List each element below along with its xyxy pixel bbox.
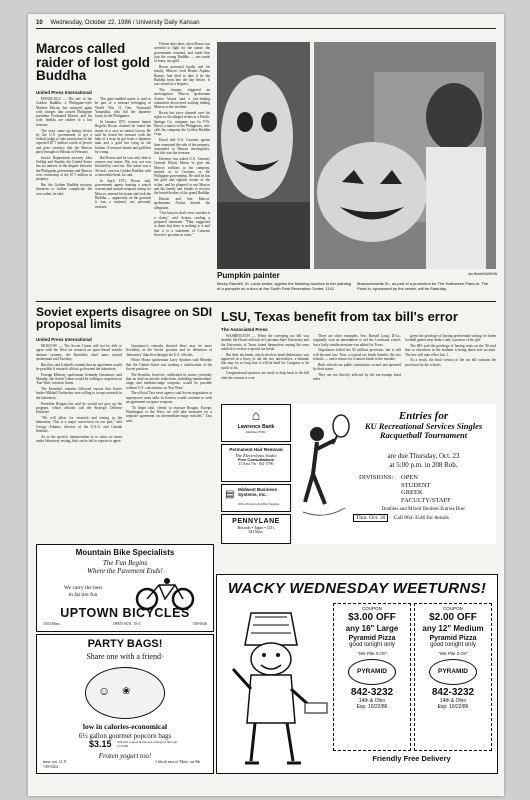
bikes-phone: 749-0636 xyxy=(192,622,207,626)
coupon-2-price: $2.00 OFF xyxy=(429,612,477,623)
lsu-paragraph: given the privilege of buying preferential seating for home football games may deduct only a portion of the gift. xyxy=(405,334,496,343)
pennylane-ad xyxy=(221,514,291,544)
coupon-2-pile: "We Pile It On" xyxy=(438,651,468,656)
running-head xyxy=(36,20,496,29)
coupon-2-size: any 12" Medium xyxy=(422,624,484,633)
bikes-carry-2: in fat tire fun xyxy=(68,591,98,598)
coupon-1-address: 14th & Ohio xyxy=(358,698,386,704)
marcos-paragraph: HONOLULU — The tale of the Golden Buddha, a Philippine-style Maltese Falcon, has surfaced again with charges that ousted Philippine president Ferdinand Marcos and his wife, Imelda, are raiders of a lost treasure. xyxy=(36,97,92,127)
soviet-paragraph: The Kremlin, however, reaffirmed its stance yesterday that no deal on missile reductions, including intermediate-range and medium-range weapons, would be possible without U.S. concessions on 'Star Wars.' xyxy=(126,372,212,390)
racquetball-division: STUDENT xyxy=(401,481,431,489)
soviet-paragraph: White House spokesman Larry Speakes said Monday that the United States was seeking a clarification of the Soviet position. xyxy=(126,358,212,371)
marcos-paragraph: The gem-studded statue is said to be part of a treasure belonging to World War II Gen. Tomoyuki Yamashita, who hid the Japanese booty in the Philippines. xyxy=(95,97,151,119)
pumpkin-photo-right xyxy=(314,42,496,269)
uptown-bicycles-ad xyxy=(36,544,214,632)
marcos-column-2 xyxy=(95,97,151,297)
hair-sub: The Electrolysis Studio xyxy=(235,452,277,458)
coupon-2-exp: Exp. 10/22/86 xyxy=(437,704,469,710)
bikes-slogan-1: The Fun Begins xyxy=(102,559,148,567)
soviet-paragraph: The official Tass news agency said Soviet negotiators at superpower arms talks in Geneva would continue to seek an agreement on space weapons. xyxy=(126,391,212,405)
party-phone: 749-0202 xyxy=(43,763,59,769)
pop-poppe-logo-icon: ☺ ❀ xyxy=(85,667,165,719)
lsu-paragraph: As a result, the final version of the tax bill contains the provision for the schools. xyxy=(405,358,496,367)
soviet-byline: United Press International xyxy=(36,337,92,342)
bank-name: Lawrence Bank xyxy=(237,424,275,430)
coupon-large-pizza[interactable] xyxy=(333,603,411,751)
bikes-name: UPTOWN BICYCLES xyxy=(60,606,190,620)
pumpkin-photo-left xyxy=(217,42,310,269)
party-price: $3.15 xyxy=(89,739,112,749)
party-sub: Share one with a friend· xyxy=(86,652,164,661)
lsu-paragraph: Both schools are public institutions owned and operated by their states. xyxy=(313,362,401,372)
midwest-business-ad xyxy=(221,484,291,512)
soviet-column-1 xyxy=(36,344,122,532)
midwest-logo-icon: ▤ xyxy=(225,489,235,500)
marcos-paragraph: But Roxas said he was only able to remove one statue. His way out was blocked by cave-ins. The statue was a 36-inch, one-ton Golden Buddha with a removable head, he said. xyxy=(95,155,151,178)
marcos-headline: Marcos called raider of lost gold Buddha xyxy=(36,41,151,83)
lsu-byline: The Associated Press xyxy=(221,327,268,332)
coupon-label-2: COUPON xyxy=(443,606,463,611)
lsu-paragraph: But their tax break, which involves bond deductions, was approved in a hurry to aid the two universities, a mistake that may be so long that it will be hard for Congress to be quick to fix. xyxy=(221,352,309,370)
marcos-paragraph: In January 1971, treasure hunter Rogelio Roxas claimed he found the statue in a cave in central Luzon. He said he found the treasure with the help of a map he got from a Japanese man and a gold bar lying in the bottom. A treasure hunter and gold bar by a map. xyxy=(95,119,151,155)
coupon-1-exp: Exp. 10/22/86 xyxy=(356,704,388,710)
marcos-paragraph: Roxas has since claimed over his rights to the alleged riches in a Pacific Springs Co. company run by F.W. Ernstl, a native of the Philippines, who calls his company the Golden Buddha Corp. xyxy=(154,110,210,137)
wacky-wednesday-ad xyxy=(216,574,498,774)
marcos-paragraph: Fifteen days later, when Roxas was arrested to fight for the statue, the government returned, and made him join the wrong Buddha — one made of brass, not gold. xyxy=(154,42,210,64)
party-price-note: with this coupon & this pen savings of 30¢ exp. 11/10/86 xyxy=(117,740,178,748)
racquetball-ad xyxy=(293,404,496,544)
racquetball-player-icon xyxy=(295,412,355,540)
party-location: 1 block east of Mass. on 9th xyxy=(155,759,200,764)
pharaoh-cartoon-icon xyxy=(221,603,329,769)
soviet-paragraph: Gerasimov's remarks showed there may be more flexibility in the Soviet position and its definition of 'laboratory' than first thought for U.S. officials. xyxy=(126,344,212,357)
marcos-paragraph: The charges triggered an investigation. Marcos spokesman Arturo Aruiza said a fact-finding committee discovered nothing linking Marcos to the incident. xyxy=(154,87,210,110)
marcos-paragraph: In April 1971, Roxas said, government agents bearing a search warrant and assault weapons acting for Marcos, entered his home and took the Buddha — apparently on the grounds it was a national, not personal, treasure. xyxy=(95,178,151,209)
hair-removal-ad: Permanent Hair Removal The Electrolysis Studio Free Consultations 15 East 7th · 841-5796 xyxy=(221,444,291,482)
pennylane-sub: Records • Tapes • CD's xyxy=(237,525,275,530)
racquetball-due: are due Thursday, Oct. 23 xyxy=(387,452,460,460)
newspaper-page xyxy=(28,14,504,796)
soviet-column-2 xyxy=(126,344,212,532)
lsu-paragraph: They are not directly affected by the tax-exempt bond rules. xyxy=(313,372,401,382)
party-gallon: 6½ gallon gourmet popcorn bags xyxy=(78,732,172,740)
lsu-column-2 xyxy=(313,334,401,398)
soviet-paragraph: Foreign Ministry spokesman Gennady Gerasimov said Monday, the Soviet Union would be willing to negotiate on 'Star Wars' research limits. xyxy=(36,372,122,386)
marcos-byline: United Press International xyxy=(36,90,92,95)
soviet-paragraph: As to the specific interpretation as to what we mean under laboratory testing, that can be left to experts to agree. xyxy=(36,434,122,443)
wacky-title: WACKY WEDNESDAY WEETURNS! xyxy=(227,580,487,597)
soviet-paragraph: MOSCOW — The Soviet Union will not be able to agree with the West on research on space-based missile defense systems, the Kremlin's chief arms control spokesman said Tuesday. xyxy=(36,344,122,361)
lsu-paragraph: The IRS said the privilege of having seats on the 50-yard line or elsewhere in the stadium is being taken into account. The law will take effect Jan. 1. xyxy=(405,344,496,357)
lsu-column-3 xyxy=(405,334,496,398)
marcos-paragraph: Roxas protested loudly and his family, Marcos' rival Benito Aquino Ramos, had tried to take it by the Buddha from him the day before. It was seized as a bequest. xyxy=(154,64,210,87)
coupon-label: COUPON xyxy=(362,606,382,611)
bikes-address: 1033 Mass. xyxy=(43,622,61,626)
wacky-delivery: Friendly Free Delivery xyxy=(372,754,451,763)
lsu-paragraph: Congressional sponsors are ready to drop back to the bill after the session is over. xyxy=(221,371,309,380)
lsu-paragraph: WASHINGTON — When the sweeping tax bill was drafted, the House officials at Louisiana State University and the University of Texas found themselves among the ones entitled to receive a special tax break. xyxy=(221,334,309,351)
marcos-paragraph: Justice Department attorney John Siddiqi and Stanley the United States has no interest in the dispute between the Philippine government and Marcos over ownership of the $7.7 million in property. xyxy=(36,155,92,182)
racquetball-time: at 5:00 p.m. in 208 Rob. xyxy=(389,460,458,469)
racquetball-call: Call 864-3546 for details xyxy=(393,515,449,521)
coupon-1-phone: 842-3232 xyxy=(350,687,394,698)
racquetball-entries: Entries for xyxy=(398,410,449,422)
soviet-paragraph: The Kremlin's remarks followed reports that Soviet leader Mikhail Gorbachev was willing to accept research in the laboratory. xyxy=(36,387,122,400)
hair-address: 15 East 7th xyxy=(238,461,256,466)
marcos-paragraph: But the Golden Buddha mystery threatens to further complicate the case rather, he said. xyxy=(36,183,92,196)
lsu-paragraph: There are other examples. Sen. Russell Long, D-La., originally won an amendment to aid the Louisiana school, but a fairly similar measure was added for Texas. xyxy=(313,334,401,347)
coupon-1-pile: "We Pile It On" xyxy=(357,651,387,656)
bank-sub: Member FDIC xyxy=(245,430,267,434)
lsu-column-1 xyxy=(221,334,309,398)
party-yogurt: Frozen yogurt too! xyxy=(98,752,152,760)
party-low: low in calories-economical xyxy=(82,722,168,731)
coupon-2-brand: PYRAMID xyxy=(438,668,468,675)
pyramid-logo-icon xyxy=(348,659,396,685)
midwest-name: Midwest Business Systems, Inc. xyxy=(238,487,278,497)
racquetball-event: Racquetball Tournament xyxy=(379,430,468,441)
marcos-paragraph: Deceney has asked U.S. Attorney General Edwin Meese to give the Marcos millions to his company, instead of to Customs or the Philippine government. He said he has the gold and rightful owner of the riches, and he planned to sue Marcos and his family and friends to recover the buried bodies of the grand Buddha. xyxy=(154,156,210,196)
coupon-2-phone: 842-3232 xyxy=(431,687,475,698)
bikes-carry-1: We carry the best xyxy=(63,585,103,591)
photo-caption xyxy=(217,272,496,298)
party-title: PARTY BAGS! xyxy=(87,638,163,650)
racquetball-doubles: Doubles and Mixed Doubles Entries Due: xyxy=(381,507,466,512)
running-head-text: Wednesday, October 22, 1986 / University Daily Kansan xyxy=(50,20,200,26)
bikes-hours: OPEN SUN. 10-4 xyxy=(112,622,141,626)
soviet-paragraph: But they said Iceland's summit that an agreement would be possible if research did not go beyond the laboratory. xyxy=(36,362,122,371)
coupon-2-good: good tonight only xyxy=(430,642,476,648)
coupon-medium-pizza[interactable] xyxy=(414,603,492,751)
hair-free: Free Consultations xyxy=(237,456,275,462)
midwest-sub: Office Products & Office Supplies xyxy=(238,502,280,506)
soviet-paragraph: President Reagan has said he would not give up the program, which officials call the Strategic Defense Initiative. xyxy=(36,401,122,415)
hair-title: Permanent Hair Removal xyxy=(229,447,283,452)
bikes-slogan-2: Where the Pavement Ends! xyxy=(87,567,163,575)
photo-caption-title: Pumpkin painter xyxy=(217,271,280,280)
racquetball-division: GREEK xyxy=(401,489,423,496)
bikes-title: Mountain Bike Specialists xyxy=(75,548,175,557)
party-bags-ad xyxy=(36,634,214,774)
pyramid-logo-icon-2 xyxy=(429,659,477,685)
racquetball-div-label: DIVISIONS: xyxy=(359,474,394,481)
photo-caption-right: Massachusetts St., as part of a promotion for The Halloween Paint-In. The Paint-In, sponsored by the center, will be Saturday. xyxy=(357,281,489,291)
racquetball-division: OPEN xyxy=(401,474,418,481)
marcos-column-3 xyxy=(154,42,210,297)
racquetball-org: KU Recreational Services Singles xyxy=(364,421,483,432)
page-number: 10 xyxy=(36,20,43,26)
divider xyxy=(36,301,496,302)
photo-credit: Jon Blumb/KANSAN xyxy=(467,272,497,276)
soviet-paragraph: "To begin with, clearly to reassure Reagan, Europe, Washington or the West, we will take measures for a separate agreement on intermediate-range missiles," Tass said. xyxy=(126,405,212,423)
party-hours: mon.-sat. 11-8 xyxy=(43,759,67,764)
coupon-1-price: $3.00 OFF xyxy=(348,612,396,623)
marcos-paragraph: The story came up during efforts by the U.S. government to get a federal judge to take possession of the expected $7.7 million worth of jewels and peso currency that the Marcos party brought to Hawaii in February. xyxy=(36,128,92,155)
racquetball-divisions xyxy=(401,474,451,504)
hair-phone: 841-5796 xyxy=(258,461,274,466)
marcos-paragraph: Hawaii and San Marcos' spokesman Aruiza denied the allegation. xyxy=(154,197,210,210)
coupon-1-size: any 16" Large xyxy=(345,624,399,633)
racquetball-thur: Thur. Oct. 30 xyxy=(353,514,388,522)
pennylane-name: PENNYLANE xyxy=(232,518,280,525)
coupon-2-pizza: Pyramid Pizza xyxy=(429,635,477,642)
racquetball-division: FACULTY/STAFF xyxy=(401,496,451,504)
pennylane-address: 844 Mass. xyxy=(248,530,264,534)
bank-logo-icon: ⌂ xyxy=(251,409,261,424)
soviet-headline: Soviet experts disagree on SDI proposal limits xyxy=(36,305,213,331)
lsu-paragraph: Negotiators killed the $3 million provision, but it still will become law. Now, a typical tax break benefits the two schools — and a reason for a tuition break in the mistake. xyxy=(313,348,401,361)
coupon-1-good: good tonight only xyxy=(349,642,395,648)
lsu-headline: LSU, Texas benefit from tax bill's error xyxy=(221,309,458,324)
marcos-paragraph: Ernstl told U.S. Customs agents later examined the sale of the property, responded to Hawaii investigators, that this was the treasure. xyxy=(154,138,210,156)
coupon-1-brand: PYRAMID xyxy=(357,668,387,675)
lawrence-bank-ad xyxy=(221,404,291,442)
photo-caption-left: Becky Randell, St. Louis senior, applies the finishing touches to her painting of a pumpkin on a door at the South Park Recreation Center, 1141 xyxy=(217,281,352,291)
marcos-column-1 xyxy=(36,97,92,297)
coupon-2-address: 14th & Ohio xyxy=(439,698,467,704)
coupon-1-pizza: Pyramid Pizza xyxy=(348,635,396,642)
marcos-paragraph: "Our lawyers don't even consider it a claim," said Aruiza, reading a prepared statement. "They suggested to them that there is nothing to it and that it is a statement of Customs Service's position in court." xyxy=(154,211,210,237)
soviet-paragraph: "We will allow for research and testing in the laboratory. This is a major concession on our part," said Georgy Arbatov, director of the U.S.A. and Canada Institute. xyxy=(36,415,122,433)
